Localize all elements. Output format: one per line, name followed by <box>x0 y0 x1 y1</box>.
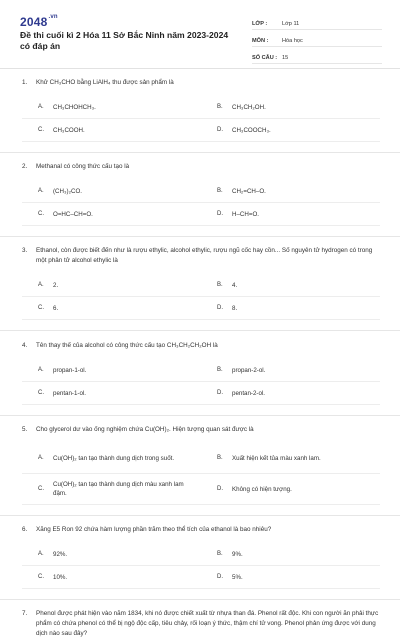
answer-option[interactable] <box>201 443 380 474</box>
exam-meta <box>252 16 382 67</box>
option-text: CH₃CHOHCH₃. <box>53 103 96 111</box>
option-text: pentan-1-ol. <box>53 389 87 397</box>
answer-option[interactable] <box>201 274 380 297</box>
question-stem: Tên thay thế của alcohol có công thức cấu tạo CH₃CH₂CH₂OH là <box>36 342 218 349</box>
answer-options <box>22 180 380 226</box>
question-number: 1. <box>22 79 28 86</box>
option-letter: D. <box>217 389 223 396</box>
option-letter: B. <box>217 187 223 194</box>
question-stem: Cho glycerol dư vào ống nghiệm chứa Cu(OH)₂. Hiện tượng quan sát được là <box>36 426 254 433</box>
answer-option[interactable] <box>22 96 201 119</box>
option-text: 8. <box>232 304 238 312</box>
question-number: 4. <box>22 342 28 349</box>
option-letter: C. <box>38 304 44 311</box>
answer-option[interactable] <box>22 274 201 297</box>
option-text: 10%. <box>53 573 68 581</box>
question-stem: Khử CH₃CHO bằng LiAlH₄ thu được sản phẩm là <box>36 79 174 86</box>
option-letter: C. <box>38 485 44 492</box>
answer-option[interactable] <box>22 203 201 226</box>
meta-key: SỐ CÂU : <box>252 55 278 61</box>
option-text: O=HC–CH=O. <box>53 210 93 218</box>
question-stem: Ethanol, còn được biết đến như là rượu ethylic, alcohol ethylic, rượu ngũ cốc hay cồn... Số nguyên tử hydrogen có trong một phân tử alcohol ethylic là <box>36 247 373 264</box>
meta-row-count <box>252 50 382 64</box>
answer-options <box>22 274 380 320</box>
question-number: 2. <box>22 163 28 170</box>
option-letter: A. <box>38 281 44 288</box>
option-letter: B. <box>217 103 223 110</box>
question-text <box>22 341 380 351</box>
answer-option[interactable] <box>22 359 201 382</box>
meta-key: LỚP : <box>252 21 268 27</box>
option-text: 4. <box>232 281 238 289</box>
option-letter: C. <box>38 126 44 133</box>
option-letter: A. <box>38 103 44 110</box>
logo-text: 2048 <box>20 15 48 29</box>
option-text: (CH₃)₂CO. <box>53 187 82 195</box>
option-letter: D. <box>217 210 223 217</box>
meta-key: MÔN : <box>252 38 269 44</box>
option-letter: D. <box>217 485 223 492</box>
answer-option[interactable] <box>201 180 380 203</box>
page-header <box>0 0 400 69</box>
option-text: 2. <box>53 281 59 289</box>
answer-option[interactable] <box>22 297 201 320</box>
option-letter: B. <box>217 550 223 557</box>
answer-option[interactable] <box>22 180 201 203</box>
option-text: Cu(OH)₂ tan tạo thành dung dịch màu xanh lam đậm. <box>53 481 184 497</box>
option-letter: C. <box>38 210 44 217</box>
site-logo[interactable] <box>20 15 58 29</box>
question-block <box>0 78 400 152</box>
question-list <box>0 78 400 639</box>
option-text: propan-2-ol. <box>232 366 266 374</box>
option-letter: B. <box>217 366 223 373</box>
answer-option[interactable] <box>201 566 380 589</box>
option-letter: A. <box>38 366 44 373</box>
question-number: 6. <box>22 526 28 533</box>
option-text: propan-1-ol. <box>53 366 87 374</box>
answer-option[interactable] <box>201 543 380 566</box>
question-block <box>0 152 400 236</box>
option-letter: D. <box>217 304 223 311</box>
answer-option[interactable] <box>22 474 201 505</box>
option-letter: D. <box>217 126 223 133</box>
answer-option[interactable] <box>201 96 380 119</box>
answer-options <box>22 96 380 142</box>
option-letter: A. <box>38 454 44 461</box>
answer-options <box>22 443 380 505</box>
question-block <box>0 415 400 515</box>
question-number: 7. <box>22 610 28 617</box>
meta-row-subject <box>252 33 382 47</box>
option-letter: B. <box>217 454 223 461</box>
answer-option[interactable] <box>22 382 201 405</box>
option-text: 9%. <box>232 550 243 558</box>
meta-value: Lớp 11 <box>282 21 300 27</box>
question-text <box>22 162 380 172</box>
option-letter: B. <box>217 281 223 288</box>
option-text: CH₂=CH–O. <box>232 187 266 195</box>
option-letter: A. <box>38 550 44 557</box>
option-text: CH₃COOH. <box>53 126 85 134</box>
answer-option[interactable] <box>22 566 201 589</box>
question-block <box>0 515 400 599</box>
meta-value: 15 <box>282 55 289 61</box>
question-text <box>22 78 380 88</box>
question-stem: Xăng E5 Ron 92 chứa hàm lượng phần trăm theo thể tích của ethanol là bao nhiêu? <box>36 526 272 533</box>
option-text: Xuất hiện kết tủa màu xanh lam. <box>232 454 321 462</box>
answer-option[interactable] <box>201 382 380 405</box>
answer-options <box>22 359 380 405</box>
option-text: CH₃CH₂OH. <box>232 103 266 111</box>
question-number: 3. <box>22 247 28 254</box>
question-number: 5. <box>22 426 28 433</box>
meta-value: Hóa học <box>282 38 303 44</box>
option-text: pentan-2-ol. <box>232 389 266 397</box>
option-letter: C. <box>38 573 44 580</box>
option-text: Không có hiện tượng. <box>232 485 292 493</box>
question-text <box>22 246 380 266</box>
question-block <box>0 599 400 639</box>
logo-suffix: .vn <box>48 14 58 20</box>
answer-option[interactable] <box>22 443 201 474</box>
answer-option[interactable] <box>201 359 380 382</box>
answer-options <box>22 543 380 589</box>
option-letter: A. <box>38 187 44 194</box>
question-stem: Phenol được phát hiện vào năm 1834, khi nó được chiết xuất từ nhựa than đá. Phenol rất độc. Khi con người ăn phải thực phẩm có chứa phenol có thể bị ngộ độc cấp, tiêu chảy, rối loạn ý thức, thậm chí tử vong. Phenol phản ứng được với dung dịch nào sau đây? <box>36 610 379 637</box>
answer-option[interactable] <box>201 119 380 142</box>
question-text <box>22 425 380 435</box>
answer-option[interactable] <box>201 474 380 505</box>
option-text: 6. <box>53 304 59 312</box>
question-block <box>0 236 400 330</box>
option-text: 92%. <box>53 550 68 558</box>
meta-row-class <box>252 16 382 30</box>
answer-option[interactable] <box>22 543 201 566</box>
option-text: Cu(OH)₂ tan tạo thành dung dịch trong suốt. <box>53 454 175 462</box>
option-letter: D. <box>217 573 223 580</box>
question-stem: Methanal có công thức cấu tạo là <box>36 163 130 170</box>
exam-title: Đề thi cuối kì 2 Hóa 11 Sở Bắc Ninh năm 2023-2024 có đáp án <box>20 30 229 51</box>
option-text: CH₃COOCH₃. <box>232 126 271 134</box>
question-block <box>0 330 400 415</box>
option-text: H–CH=O. <box>232 210 259 218</box>
option-text: 5%. <box>232 573 243 581</box>
question-text <box>22 609 380 639</box>
option-letter: C. <box>38 389 44 396</box>
answer-option[interactable] <box>201 203 380 226</box>
question-text <box>22 525 380 535</box>
answer-option[interactable] <box>201 297 380 320</box>
answer-option[interactable] <box>22 119 201 142</box>
